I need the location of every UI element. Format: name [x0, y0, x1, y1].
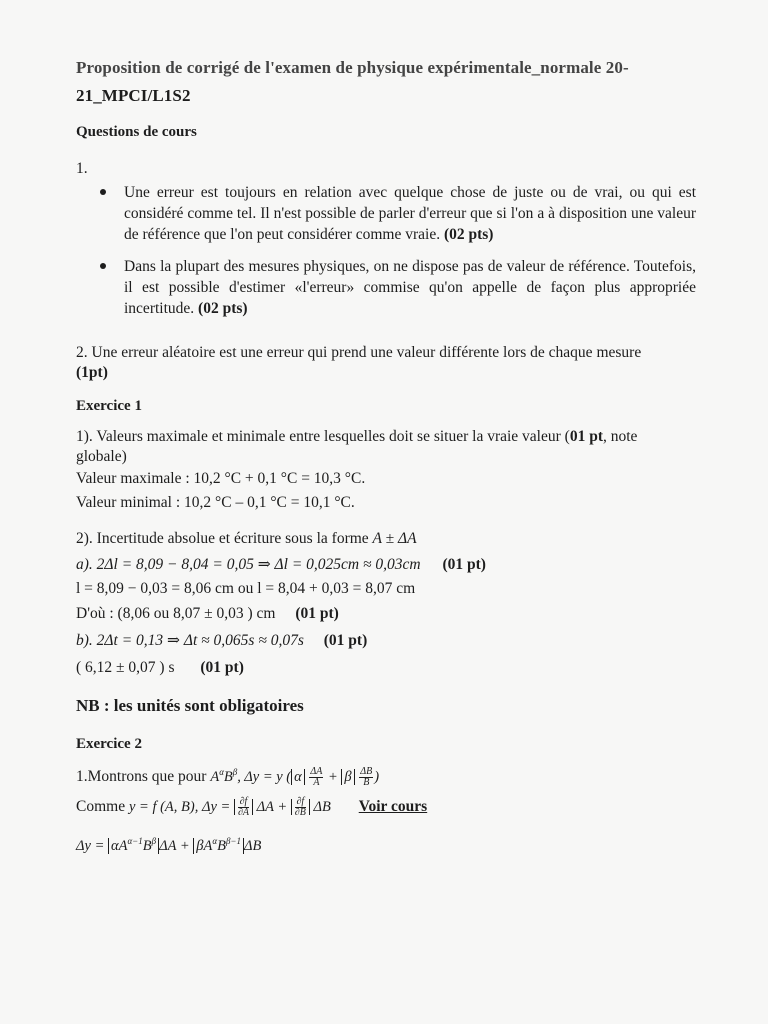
ex1-a-equation: a). 2Δl = 8,09 − 8,04 = 0,05 ⇒ Δl = 0,025cm ≈ 0,03cm	[76, 556, 421, 573]
ex1-length-equation: l = 8,09 − 0,03 = 8,06 cm ou l = 8,04 + 0,03 = 8,07 cm	[76, 580, 416, 597]
ex2-comme-text: Comme	[76, 798, 126, 815]
q1-bullet1-text: Une erreur est toujours en relation avec quelque chose de juste ou de vrai, ou qui est considéré comme tel. Il n'est possible de parler d'erreur que si l'on a à disposition une valeur de référence que l'on peut considérer comme vraie.	[124, 184, 696, 243]
exercise-1-heading: Exercice 1	[76, 398, 142, 414]
ex1-part-b	[76, 630, 367, 651]
ex1-question-2	[76, 528, 417, 549]
ex1-q2-form: A ± ΔA	[372, 530, 417, 547]
ex1-time-text: ( 6,12 ± 0,07 ) s	[76, 659, 175, 676]
exercise-2-heading: Exercice 2	[76, 736, 142, 752]
question-1-bullet-1	[124, 182, 696, 245]
ex1-question-1	[76, 426, 637, 447]
ex1-dou-result	[76, 603, 339, 624]
ex1-q1-tail: , note	[603, 428, 638, 445]
ex1-q2-text: 2). Incertitude absolue et écriture sous la forme	[76, 530, 369, 547]
question-2-points: (1pt)	[76, 364, 108, 381]
section-heading-questions-cours: Questions de cours	[76, 124, 197, 140]
voir-cours-link: Voir cours	[358, 798, 428, 815]
ex1-max-value: Valeur maximale : 10,2 °C + 0,1 °C = 10,3 °C.	[76, 470, 366, 487]
ex2-comme-line	[76, 796, 427, 818]
ex1-a-points: (01 pt)	[442, 556, 486, 573]
ex1-q1-points: 01 pt	[569, 428, 603, 445]
q1-bullet2-points: (02 pts)	[198, 300, 248, 317]
ex1-dou-points: (01 pt)	[295, 605, 339, 622]
ex1-q1-text: 1). Valeurs maximale et minimale entre lesquelles doit se situer la vraie valeur (	[76, 428, 570, 445]
q1-bullet1-points: (02 pts)	[443, 226, 494, 243]
document-title-line1: Proposition de corrigé de l'examen de physique expérimentale_normale 20-	[76, 58, 629, 77]
ex1-time-result	[76, 657, 244, 678]
ex1-b-points: (01 pt)	[323, 632, 368, 649]
nb-note: NB : les unités sont obligatoires	[76, 696, 304, 715]
ex1-dou-text: D'où : (8,06 ou 8,07 ± 0,03 ) cm	[76, 605, 276, 622]
ex1-question-1-line2: globale)	[76, 448, 127, 465]
ex2-comme-formula: y = f (A, B), Δy = $\frac{\partial f}{\partial A}$ ΔA + $\frac{\partial f}{\partial B}$ ΔB	[128, 796, 331, 819]
ex1-min-value: Valeur minimal : 10,2 °C – 0,1 °C = 10,1 °C.	[76, 494, 355, 511]
question-2-text: 2. Une erreur aléatoire est une erreur qui prend une valeur différente lors de chaque mesure	[76, 344, 642, 361]
ex2-q1-prefix: 1.Montrons que pour	[76, 767, 207, 785]
bullet-icon	[100, 189, 106, 195]
question-1-bullet-2	[124, 256, 696, 319]
ex2-delta-y-formula: $\Delta y = \alpha A^{\alpha-1}B^\beta$ $\Delta A + \beta A^\alpha B^{\beta-1}$ ΔB	[76, 836, 262, 854]
q1-bullet2-text: Dans la plupart des mesures physiques, on ne dispose pas de valeur de référence. Toutefois, il est possible d'estimer «l'erreur» commise qu'on appelle de façon plus appropriée incertitude.	[124, 258, 696, 317]
ex1-time-points: (01 pt)	[200, 659, 244, 676]
bullet-icon	[100, 263, 106, 269]
ex2-question-1	[76, 762, 379, 788]
ex1-b-equation: b). 2Δt = 0,13 ⇒ Δt ≈ 0,065s ≈ 0,07s	[76, 632, 304, 649]
document-title-line2: 21_MPCI/L1S2	[76, 86, 191, 105]
ex2-q1-formula: $A^\alpha B^\beta$, Δy = y ( α $\frac{\Delta A}{A}$ + β $\frac{\Delta B}{B}$ )	[210, 766, 380, 788]
question-1-number: 1.	[76, 160, 88, 177]
ex1-part-a	[76, 554, 486, 575]
